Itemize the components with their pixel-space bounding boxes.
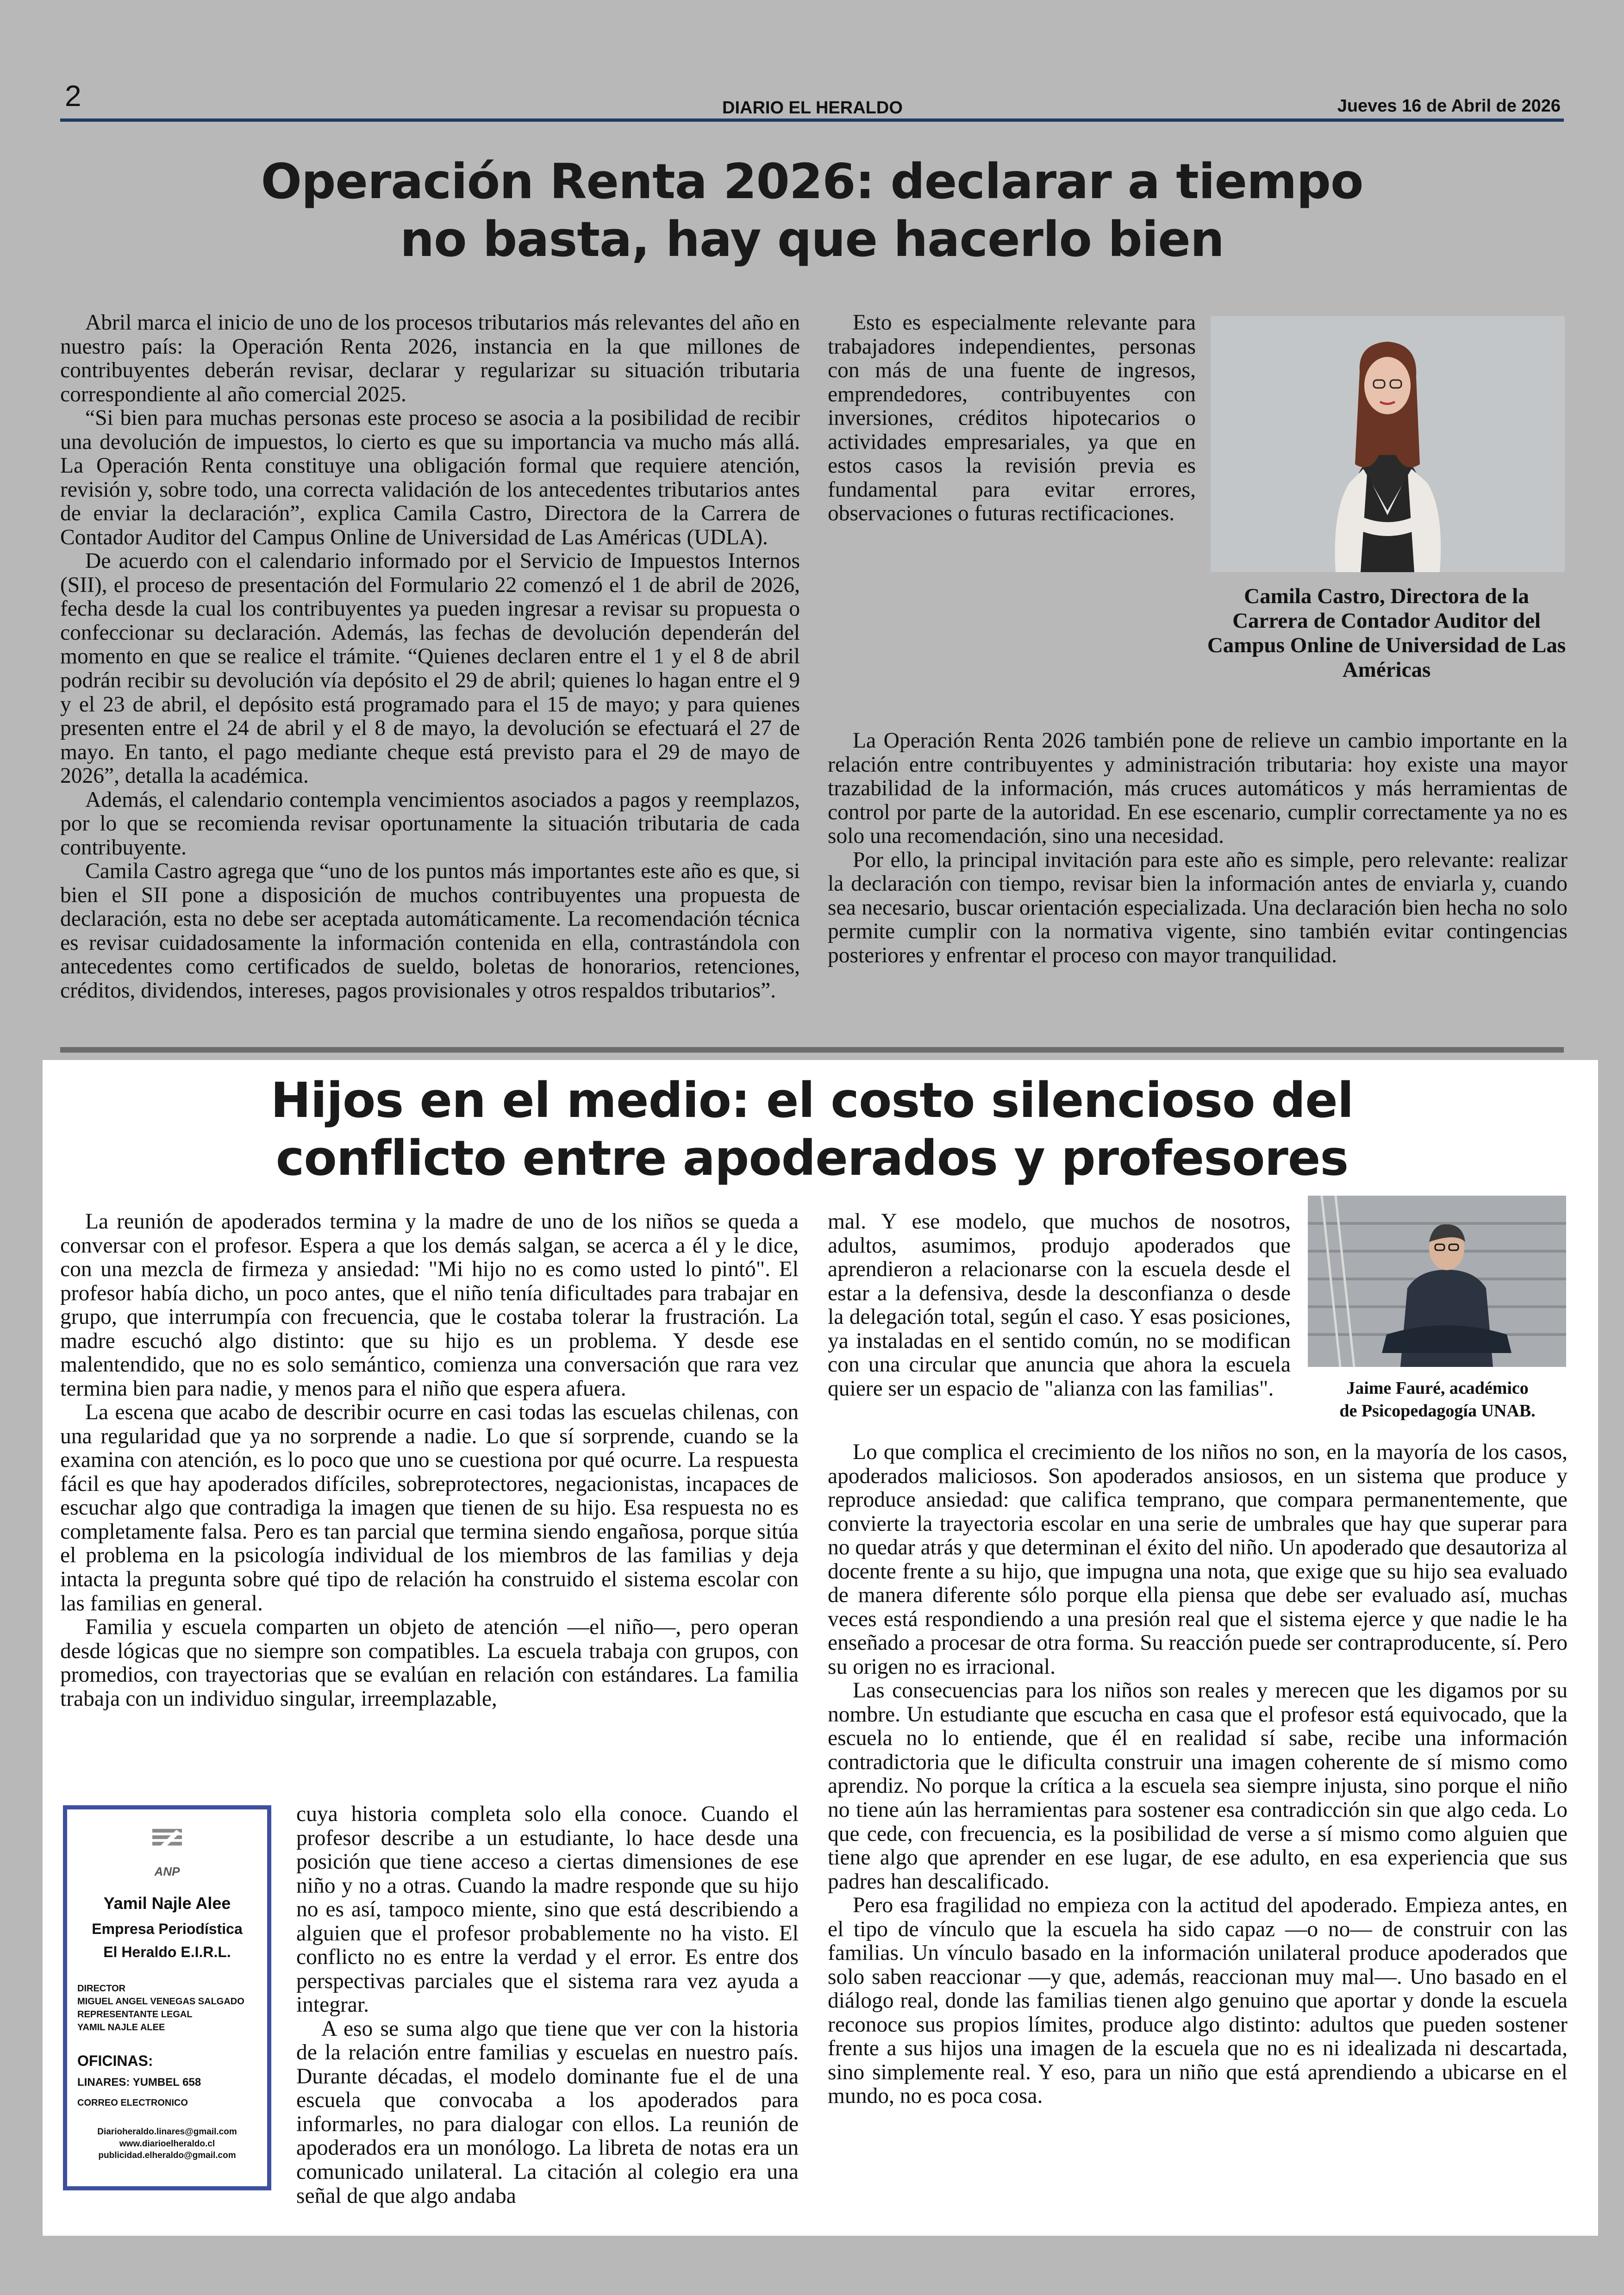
article1-paragraph: De acuerdo con el calendario informado por el Servicio de Impuestos Internos (SII), el proceso de presentación del Formulario 22 comenzó el 1 de abril de 2026, fecha desde la cual los contribuyentes ya pueden ingresar a revisar su propuesta o confeccionar su declaración. Además, las fechas de devolución dependerán del momento en que se realice el trámite. “Quienes declaren entre el 1 y el 8 de abril podrán recibir su devolución vía depósito el 29 de abril; quienes lo hagan entre el 9 y el 23 de abril, el depósito está programado para el 15 de mayo; y para quienes presenten entre el 24 de abril y el 8 de mayo, la devolución se efectuará el 27 de mayo. En tanto, el pago mediante cheque está previsto para el 29 de mayo de 2026”, detalla la académica. xyxy=(60,549,800,788)
contact-email-1[interactable]: Diarioheraldo.linares@gmail.com xyxy=(97,2127,237,2137)
masthead-company-line2: El Heraldo E.I.R.L. xyxy=(103,1943,231,1960)
masthead-company-line1: Empresa Periodística xyxy=(92,1921,243,1937)
newspaper-name: DIARIO EL HERALDO xyxy=(722,98,903,118)
legal-rep-label: REPRESENTANTE LEGAL xyxy=(77,2009,193,2020)
article1-paragraph: Camila Castro agrega que “uno de los puntos más importantes este año es que, si bien el SII pone a disposición de muchos contribuyentes una propuesta de declaración, esta no debe ser aceptada automáticamente. La recomendación técnica es revisar cuidadosamente la información contenida en ella, contrastándola con antecedentes como certificados de sueldo, boletas de honorarios, retenciones, créditos, dividendos, intereses, pagos provisionales y otros respaldos tributarios”. xyxy=(60,859,800,1003)
anp-logo-text: ANP xyxy=(154,1865,180,1878)
masthead-company xyxy=(77,1918,257,1964)
issue-date: Jueves 16 de Abril de 2026 xyxy=(1337,96,1561,116)
article2-column2-bottom xyxy=(828,1441,1568,2218)
offices-label: OFICINAS: xyxy=(77,2052,153,2070)
email-label: CORREO ELECTRONICO xyxy=(77,2098,188,2108)
article1-headline xyxy=(60,153,1564,268)
article2-paragraph: La reunión de apoderados termina y la madre de uno de los niños se queda a conversar con el profesor. Espera a que los demás salgan, se acerca a él y le dice, con una mezcla de firmeza y ansiedad: "Mi hijo no es como usted lo pintó". El profesor había dicho, un poco antes, que el niño tenía dificultades para trabajar en grupo, que interrumpía con frecuencia, que le costaba tolerar la frustración. La madre escuchó algo distinto: que su hijo es un problema. Y desde ese malentendido, que no es solo semántico, comienza una conversación que rara vez termina bien para nadie, y menos para el niño que espera afuera. xyxy=(60,1210,799,1401)
article2-paragraph: Pero esa fragilidad no empieza con la actitud del apoderado. Empieza antes, en el tipo de vínculo que la escuela ha sido capaz —o no— de construir con las familias. Un vínculo basado en la información unilateral produce apoderados que solo saben reaccionar —y que, además, reaccionan muy mal—. Uno basado en el diálogo real, donde las familias tienen algo genuino que aportar y donde la escuela reconoce sus propios límites, produce algo distinto: adultos que pueden sostener frente a sus hijos una imagen de la escuela que no es ni idealizada ni descartada, sino simplemente real. Y eso, para un niño que está aprendiendo a ubicarse en el mundo, no es poca cosa. xyxy=(828,1893,1568,2108)
article1-headline-line2: no basta, hay que hacerlo bien xyxy=(400,211,1224,268)
page-number: 2 xyxy=(65,79,81,112)
masthead-owner: Yamil Najle Alee xyxy=(103,1894,231,1913)
man-portrait-illustration xyxy=(1308,1196,1566,1367)
article1-paragraph: “Si bien para muchas personas este proceso se asocia a la posibilidad de recibir una devolución de impuestos, lo cierto es que su importancia va mucho más allá. La Operación Renta constituye una obligación formal que requiere atención, revisión y, sobre todo, una correcta validación de los antecedentes tributarios antes de enviar la declaración”, explica Camila Castro, Directora de la Carrera de Contador Auditor del Campus Online de Universidad de Las Américas (UDLA). xyxy=(60,406,800,549)
article2-caption-line1: Jaime Fauré, académico xyxy=(1346,1378,1529,1398)
article1-paragraph: La Operación Renta 2026 también pone de relieve un cambio importante en la relación entre contribuyentes y administración tributaria: hoy existe una mayor trazabilidad de la información, más cruces automáticos y más herramientas de control por parte de la autoridad. En ese escenario, cumplir correctamente ya no es solo una recomendación, sino una necesidad. xyxy=(828,729,1568,848)
article2-column2-top xyxy=(828,1210,1291,1446)
article2-paragraph: cuya historia completa solo ella conoce. Cuando el profesor describe a un estudiante, lo hace desde una posición que tiene acceso a ciertas dimensiones de ese niño y no a otras. Cuando la madre responde que su hijo no es así, tampoco miente, sino que está describiendo a alguien que el profesor probablemente no ha visto. El conflicto no es entre la verdad y el error. Es entre dos perspectivas parciales que el sistema rara vez ayuda a integrar. xyxy=(296,1802,799,2017)
director-name: MIGUEL ANGEL VENEGAS SALGADO xyxy=(77,1996,244,2007)
article2-paragraph: La escena que acabo de describir ocurre en casi todas las escuelas chilenas, con una regularidad que ya no sorprende a nadie. Lo que sí sorprende, cuando se la examina con atención, es lo poco que uno se cuestiona por qué ocurre. La respuesta fácil es que hay apoderados difíciles, sobreprotectores, negacionistas, incapaces de escuchar algo que contradiga la imagen que tienen de su hijo. Esa respuesta no es completamente falsa. Pero es tan parcial que termina siendo engañosa, porque sitúa el problema en la psicología individual de los miembros de las familias y deja intacta la pregunta sobre qué tipo de relación ha construido el sistema escolar con las familias en general. xyxy=(60,1400,799,1615)
masthead-contact xyxy=(77,2126,257,2162)
masthead-box xyxy=(63,1805,271,2190)
contact-email-2[interactable]: publicidad.elheraldo@gmail.com xyxy=(98,2151,236,2161)
article2-column1-bottom xyxy=(296,1802,799,2210)
article-divider xyxy=(60,1047,1564,1053)
offices-address: LINARES: YUMBEL 658 xyxy=(77,2076,201,2089)
article1-paragraph: Esto es especialmente relevante para trabajadores independientes, personas con más de una fuente de ingresos, emprendedores, contribuyentes con inversiones, créditos hipotecarios o actividades empresariales, ya que en estos casos la revisión previa es fundamental para evitar errores, observaciones o futuras rectificaciones. xyxy=(828,311,1196,526)
director-label: DIRECTOR xyxy=(77,1983,126,1994)
article1-column2-top xyxy=(828,311,1196,728)
article1-photo-caption: Camila Castro, Directora de la Carrera de Contador Auditor del Campus Online de Universidad de Las Américas xyxy=(1207,584,1566,682)
article2-photo-caption xyxy=(1299,1377,1576,1423)
article2-caption-line2: de Psicopedagogía UNAB. xyxy=(1339,1401,1536,1421)
article2-headline-line1: Hijos en el medio: el costo silencioso del xyxy=(270,1072,1354,1129)
article1-portrait-photo xyxy=(1211,316,1565,572)
masthead-staff xyxy=(77,1982,257,2034)
article1-paragraph: Abril marca el inicio de uno de los procesos tributarios más relevantes del año en nuestro país: la Operación Renta 2026, instancia en la que millones de contribuyentes deberán revisar, declarar y regularizar su situación tributaria correspondiente al año comercial 2025. xyxy=(60,311,800,406)
article2-paragraph: Las consecuencias para los niños son reales y merecen que les digamos por su nombre. Un estudiante que escucha en casa que el profesor está equivocado, que la escuela no lo entiende, que él en realidad sí sabe, recibe una información contradictoria que le dificulta construir una imagen coherente de sí mismo como aprendiz. No porque la crítica a la escuela sea siempre injusta, sino porque el niño no tiene aún las herramientas para sostener esa contradicción sin que algo ceda. Lo que cede, con frecuencia, es la posibilidad de verse a sí mismo como alguien que tiene algo que aprender en ese lugar, de ese adulto, en esa experiencia que sus padres han descalificado. xyxy=(828,1678,1568,1894)
article2-headline xyxy=(60,1072,1564,1187)
article1-paragraph: Por ello, la principal invitación para este año es simple, pero relevante: realizar la declaración con tiempo, revisar bien la información antes de enviarla y, cuando sea necesario, buscar orientación especializada. Una declaración bien hecha no solo permite cumplir con la normativa vigente, sino también evitar contingencias posteriores y enfrentar el proceso con mayor tranquilidad. xyxy=(828,848,1568,967)
article2-paragraph: mal. Y ese modelo, que muchos de nosotros, adultos, asumimos, produjo apoderados que aprendieron a relacionarse con la escuela desde el estar a la defensiva, desde la desconfianza o desde la delegación total, según el caso. Y esas posiciones, ya instaladas en el sentido común, no se modifican con una circular que anuncia que ahora la escuela quiere ser un espacio de "alianza con las familias". xyxy=(828,1210,1291,1401)
article2-portrait-photo xyxy=(1308,1196,1566,1367)
article1-paragraph: Además, el calendario contempla vencimientos asociados a pagos y reemplazos, por lo que se recomienda revisar oportunamente la situación tributaria de cada contribuyente. xyxy=(60,787,800,860)
article2-headline-line2: conflicto entre apoderados y profesores xyxy=(275,1129,1349,1186)
article2-column1-top xyxy=(60,1210,799,1802)
article1-headline-line1: Operación Renta 2026: declarar a tiempo xyxy=(261,153,1363,210)
contact-website[interactable]: www.diarioelheraldo.cl xyxy=(119,2139,215,2149)
article1-column2-bottom xyxy=(828,729,1568,1030)
anp-logo-icon xyxy=(144,1825,190,1862)
article2-paragraph: Lo que complica el crecimiento de los niños no son, en la mayoría de los casos, apoderados maliciosos. Son apoderados ansiosos, en un sistema que produce y reproduce ansiedad: que califica temprano, que compara permanentemente, que convierte la trayectoria escolar en una serie de umbrales que hay que superar para no quedar atrás y que determinan el éxito del niño. Un apoderado que desautoriza al docente frente a su hijo, que impugna una nota, que exige que su hijo sea evaluado de manera diferente sólo porque ella piensa que debe ser evaluado así, muchas veces está respondiendo a una presión real que el sistema ejerce y que nadie le ha enseñado a procesar de otra forma. Su reacción puede ser contraproducente, sí. Pero su origen no es irracional. xyxy=(828,1441,1568,1679)
anp-logo xyxy=(77,1825,257,1879)
woman-portrait-illustration xyxy=(1211,316,1565,572)
header-rule xyxy=(60,118,1564,122)
article1-column1 xyxy=(60,311,800,1033)
article2-paragraph: A eso se suma algo que tiene que ver con la historia de la relación entre familias y escuelas en nuestro país. Durante décadas, el modelo dominante fue el de una escuela que convocaba a los apoderados para informarles, no para dialogar con ellos. La reunión de apoderados era un monólogo. La libreta de notas era un comunicado unilateral. La citación al colegio era una señal de que algo andaba xyxy=(296,2016,799,2208)
article2-paragraph: Familia y escuela comparten un objeto de atención —el niño—, pero operan desde lógicas que no siempre son compatibles. La escuela trabaja con grupos, con promedios, con trayectorias que se evalúan en relación con estándares. La familia trabaja con un individuo singular, irreemplazable, xyxy=(60,1615,799,1711)
legal-rep-name: YAMIL NAJLE ALEE xyxy=(77,2022,165,2033)
